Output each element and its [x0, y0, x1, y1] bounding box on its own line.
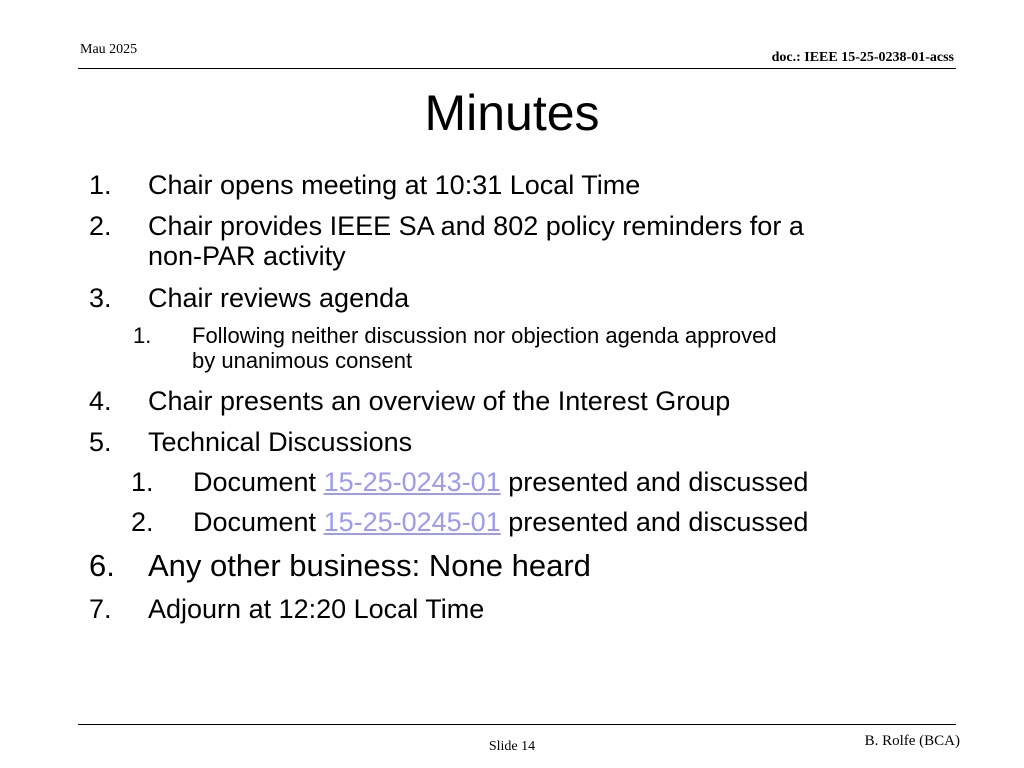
sub-item-number: 1. [131, 467, 154, 497]
list-item-number: 1. [89, 170, 112, 200]
list-item-text: Any other business: None heard [148, 548, 591, 583]
sub-item-text [193, 467, 808, 497]
sub-item-text: Following neither discussion nor objection agenda approved [192, 323, 777, 348]
list-item-number: 6. [89, 548, 115, 583]
document-prefix: Document [193, 467, 317, 497]
list-item-number: 2. [89, 211, 112, 241]
header-divider [78, 68, 956, 69]
sub-item-text: by unanimous consent [192, 348, 413, 373]
list-item-text: Chair presents an overview of the Interest Group [148, 386, 731, 416]
footer-author: B. Rolfe (BCA) [864, 733, 960, 749]
list-item-text: Technical Discussions [148, 427, 413, 457]
footer-divider [78, 724, 956, 725]
list-item-number: 5. [89, 427, 112, 457]
slide-title: Minutes [424, 85, 600, 141]
list-item-number: 4. [89, 386, 112, 416]
list-item-number: 7. [89, 594, 112, 624]
slide-number: Slide 14 [488, 739, 536, 754]
document-prefix: Document [193, 507, 317, 537]
header-doc-number: doc.: IEEE 15-25-0238-01-acss [771, 50, 954, 65]
sub-item-text [193, 507, 808, 537]
list-item-text: Adjourn at 12:20 Local Time [148, 594, 485, 624]
document-suffix: presented and discussed [508, 507, 809, 537]
sub-item-number: 1. [133, 323, 152, 348]
document-link-0245[interactable]: 15-25-0245-01 [323, 507, 501, 537]
list-item-text: Chair reviews agenda [148, 283, 410, 313]
document-suffix: presented and discussed [508, 467, 809, 497]
list-item-text: Chair opens meeting at 10:31 Local Time [148, 170, 641, 200]
document-link-0243[interactable]: 15-25-0243-01 [323, 467, 501, 497]
list-item-number: 3. [89, 283, 112, 313]
list-item-text: non-PAR activity [148, 241, 346, 271]
list-item-text: Chair provides IEEE SA and 802 policy reminders for a [148, 211, 804, 241]
header-date: Mau 2025 [80, 42, 138, 57]
sub-item-number: 2. [131, 507, 154, 537]
